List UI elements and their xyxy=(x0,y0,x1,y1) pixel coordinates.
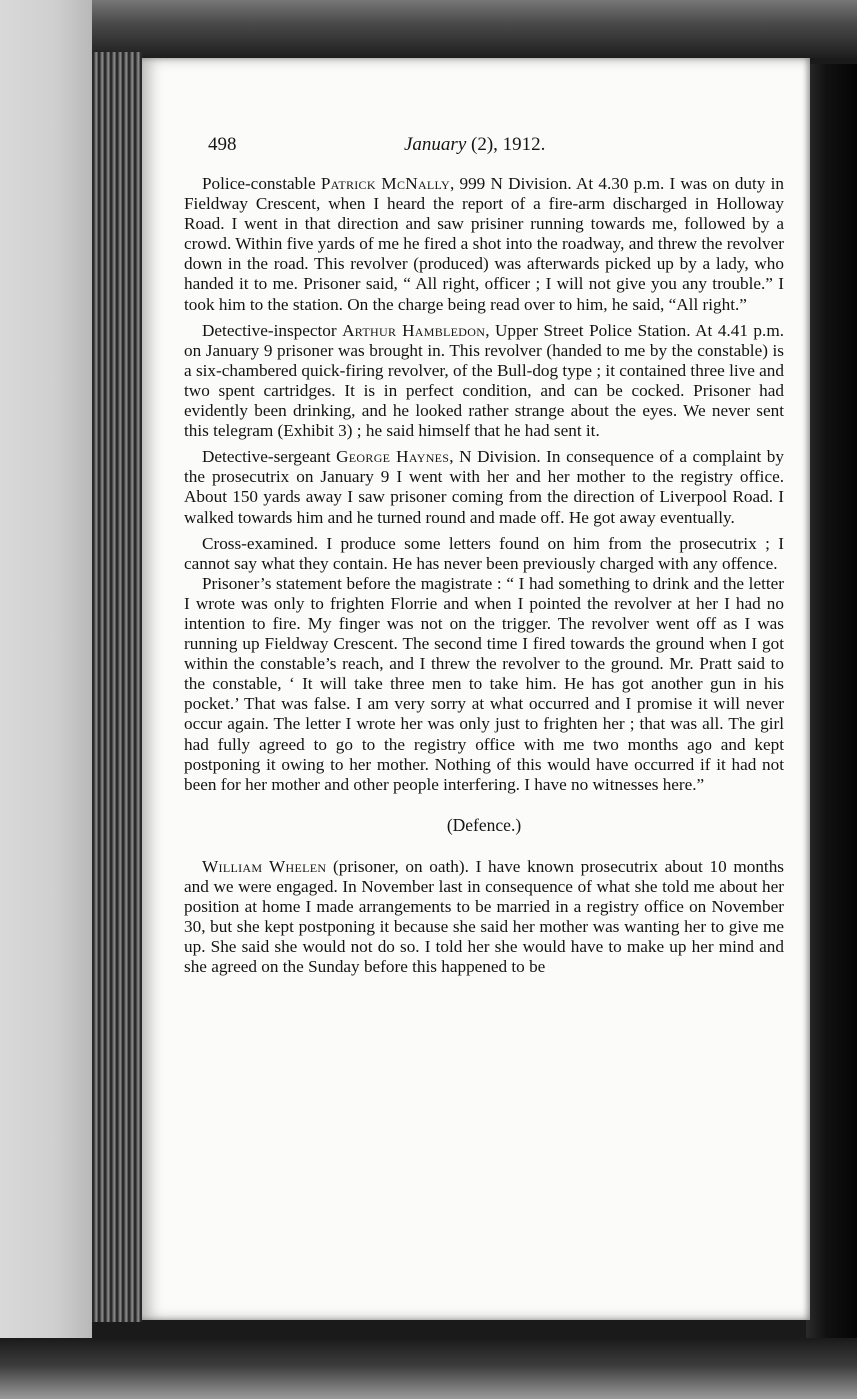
witness-rank: Police-constable xyxy=(202,174,321,193)
left-margin-background xyxy=(0,0,92,1399)
witness-rank: Detective-inspector xyxy=(202,320,343,340)
page-title-month: January xyxy=(404,134,467,155)
book-right-edge xyxy=(806,64,857,1344)
witness-statement: , 999 N Division. At 4.30 p.m. I was on duty in Fieldway Crescent, when I heard the report of a fire-arm discharged in Holloway Road. I went in that direction and saw prisiner running towards me, followed by a crowd. Within five yards of me he fired a shot into the roadway, and threw the revolver down in the road. This revolver (produced) was afterwards picked up by a lady, who handed it to me. Prisoner said, “ All right, officer ; I will not give you any trouble.” I took him to the station. On the charge being read over to him, he said, “All right.” xyxy=(184,174,784,314)
paragraph-cross-examined: Cross-examined. I produce some letters found on him from the prosecutrix ; I cannot say what they contain. He has never been previously charged with any offence. xyxy=(184,533,784,573)
witness-statement: , Upper Street Police Station. At 4.41 p.m. on January 9 prisoner was brought in. This revolver (handed to me by the constable) is a six-chambered quick-firing revolver, of the Bull-dog type ; it contained three live and two spent cartridges. It is in perfect condition, and can be cocked. Prisoner had evidently been drinking, and he looked rather strange about the eyes. We never sent this telegram (Exhibit 3) ; he said himself that he had sent it. xyxy=(184,320,784,441)
witness-name: George Haynes xyxy=(336,447,450,467)
paragraph-prisoner-statement: Prisoner’s statement before the magistrate : “ I had something to drink and the letter I wrote was only to frighten Florrie and when I pointed the revolver at her I had no intention to fire. My finger was not on the trigger. The revolver went off as I was running up Fieldway Crescent. The second time I fired towards the ground when I got within the constable’s reach, and I threw the revolver to the ground. Mr. Pratt said to the constable, ‘ It will take three men to take him. He has got another gun in his pocket.’ That was false. I am very sorry at what occurred and I promise it will never occur again. The letter I wrote her was only just to frighten her ; that was all. The girl had fully agreed to go to the registry office with me two months ago and kept postponing it owing to her mother. Nothing of this would have occurred if it had not been for her mother and other people interfering. I have no witnesses here.” xyxy=(184,573,784,794)
paragraph-whelen xyxy=(184,857,784,978)
witness-rank: Detective-sergeant xyxy=(202,447,337,467)
book-page xyxy=(142,58,810,1320)
paragraph-mcnally xyxy=(184,174,784,315)
witness-statement: (prisoner, on oath). I have known prosecutrix about 10 months and we were engaged. In November last in consequence of what she told me about her position at home I made arrangements to be married in a registry office on November 30, but she kept postponing it because she said her mother was wanting her to give me up. She said she would not do so. I told her she would have to make up her mind and she agreed on the Sunday before this happened to be xyxy=(184,856,784,977)
page-title xyxy=(404,134,545,156)
top-shadow xyxy=(92,0,857,58)
page-number: 498 xyxy=(208,134,237,155)
body-text xyxy=(184,174,784,983)
witness-statement: , N Division. In consequence of a complaint by the prosecutrix on January 9 I went with her and her mother to the registry office. About 150 yards away I saw prisoner coming from the direction of Liverpool Road. I walked towards him and he turned round and made off. He got away eventually. xyxy=(184,447,784,527)
paragraph-hambledon xyxy=(184,321,784,442)
paragraph-haynes xyxy=(184,447,784,527)
book-page-edges xyxy=(92,52,142,1322)
bottom-shadow xyxy=(0,1338,857,1399)
witness-name: William Whelen xyxy=(202,856,327,876)
witness-name: Arthur Hambledon xyxy=(342,320,486,340)
defence-heading: (Defence.) xyxy=(446,814,522,835)
witness-name: Patrick McNally xyxy=(320,174,450,193)
page-title-rest: (2), 1912. xyxy=(466,134,546,155)
